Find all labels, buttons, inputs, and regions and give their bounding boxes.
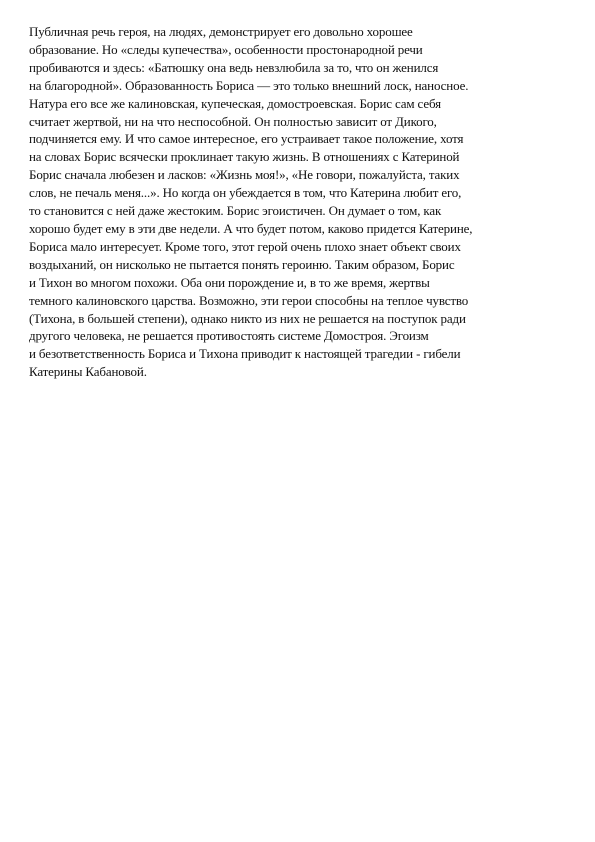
text-line: и Тихон во многом похожи. Оба они порождение и, в то же время, жертвы [29,274,430,290]
text-line: Публичная речь героя, на людях, демонстрирует его довольно хорошее [29,24,413,39]
text-line: на словах Борис всячески проклинает такую жизнь. В отношениях с Катериной [29,149,460,165]
text-line: на благородной». Образованность Бориса — это только внешний лоск, наносное. [29,77,469,93]
text-line: (Тихона, в большей степени), однако никто из них не решается на поступок ради [29,310,466,326]
text-line: слов, не печаль меня...». Но когда он убеждается в том, что Катерина любит его, [29,185,462,201]
text-line: считает жертвой, ни на что неспособной. Он полностью зависит от Дикого, [29,113,437,129]
text-line: воздыханий, он нисколько не пытается понять героиню. Таким образом, Борис [29,256,455,272]
text-line: пробиваются и здесь: «Батюшку она ведь невзлюбила за то, что он женился [29,59,439,75]
text-line: то становится с ней даже жестоким. Борис эгоистичен. Он думает о том, как [29,203,442,219]
text-line: образование. Но «следы купечества», особенности простонародной речи [29,41,423,57]
text-line: хорошо будет ему в эти две недели. А что будет потом, каково придется Катерине, [29,220,473,236]
text-line: Натура его все же калиновская, купеческая, домостроевская. Борис сам себя [29,95,441,111]
text-line: Катерины Кабановой. [29,364,147,380]
text-line: темного калиновского царства. Возможно, эти герои способны на теплое чувство [29,292,469,308]
body-paragraph [29,23,589,381]
text-line: и безответственность Бориса и Тихона приводит к настоящей трагедии - гибели [29,346,461,362]
text-line: другого человека, не решается противостоять системе Домостроя. Эгоизм [29,328,429,344]
text-line: Борис сначала любезен и ласков: «Жизнь моя!», «Не говори, пожалуйста, таких [29,167,460,183]
text-line: Бориса мало интересует. Кроме того, этот герой очень плохо знает объект своих [29,238,461,254]
text-line: подчиняется ему. И что самое интересное, его устраивает такое положение, хотя [29,131,464,147]
